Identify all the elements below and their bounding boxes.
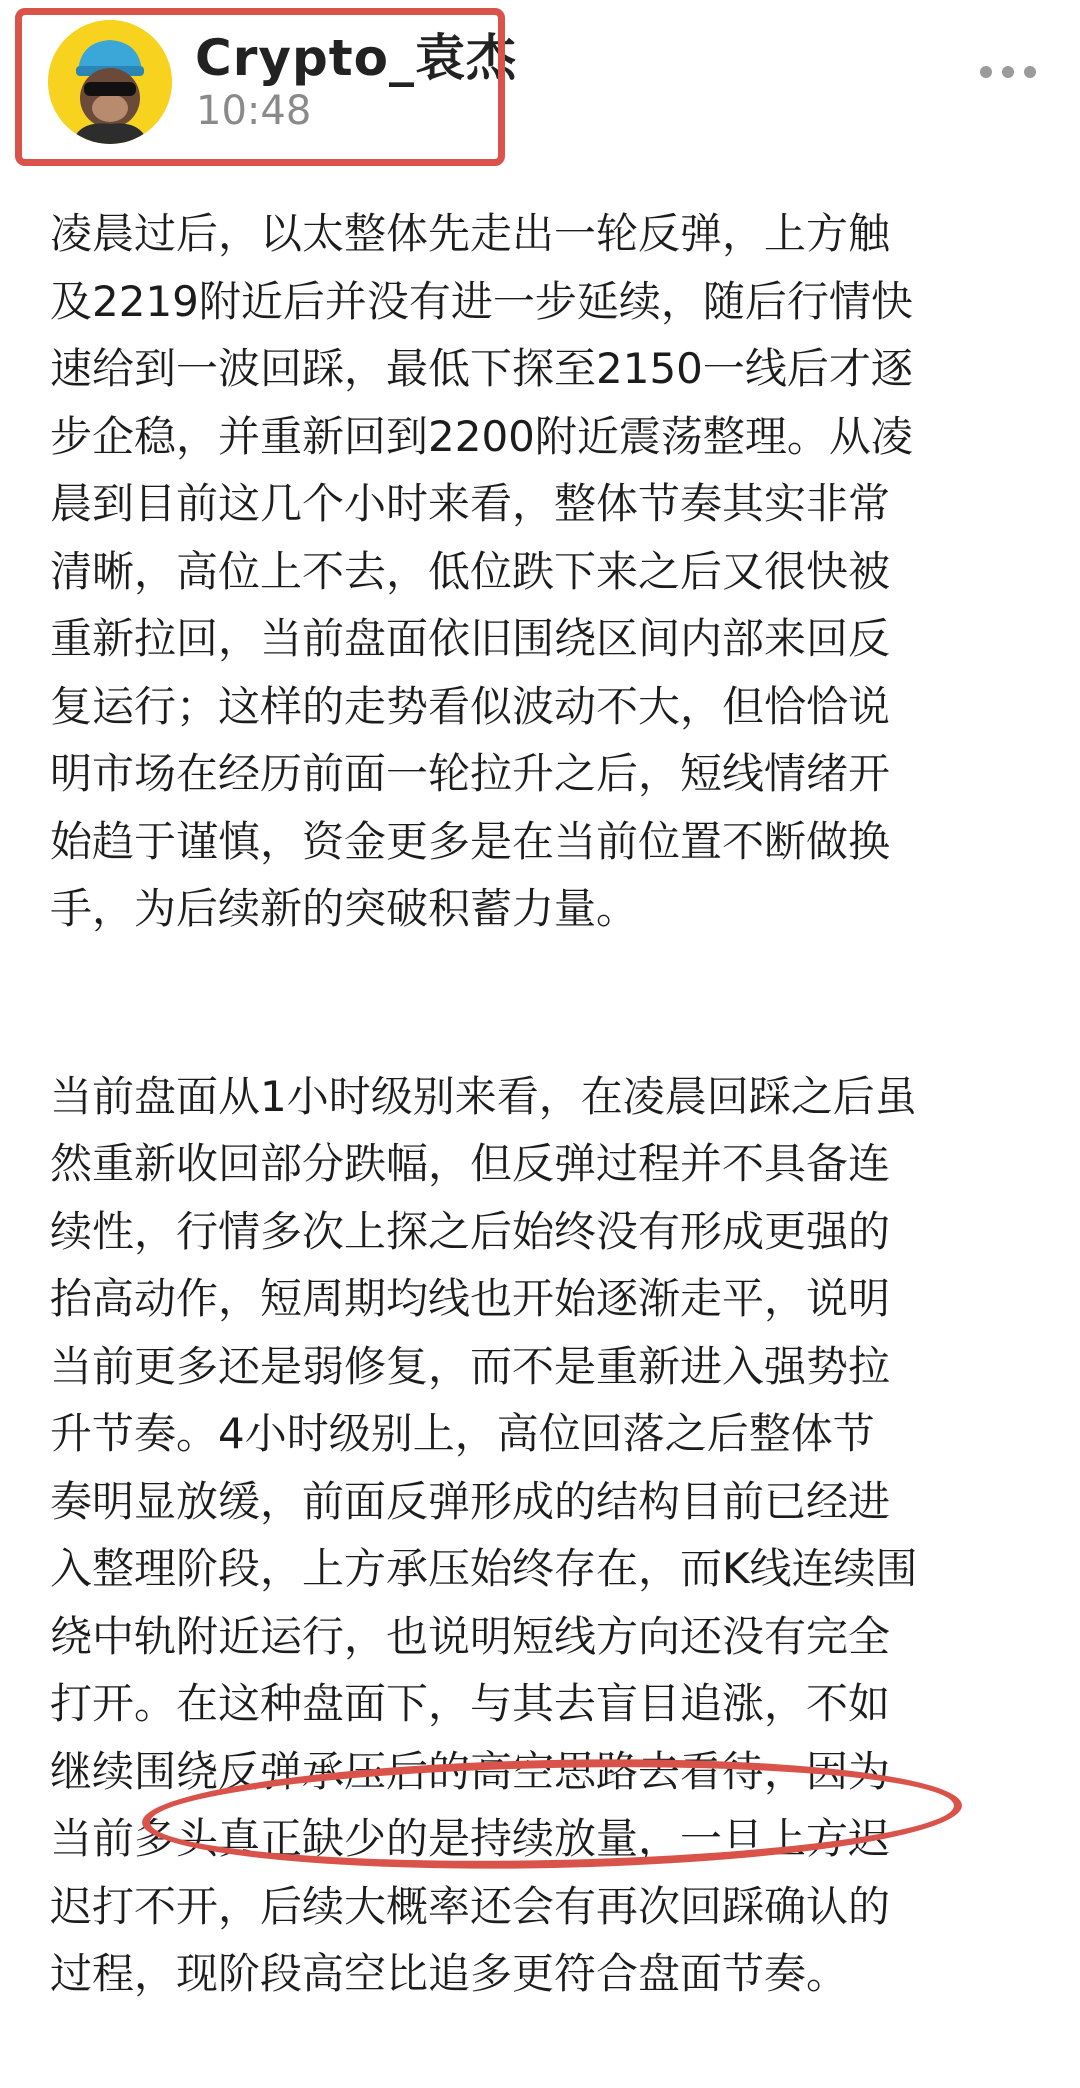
text-line: 重新拉回，当前盘面依旧围绕区间内部来回反 (50, 614, 891, 663)
post-header (0, 0, 1080, 180)
text-line: 手，为后续新的突破积蓄力量。 (50, 884, 639, 933)
text-line: 凌晨过后，以太整体先走出一轮反弹，上方触 (50, 209, 891, 258)
username[interactable]: Crypto_袁杰 (195, 29, 517, 87)
more-dots-icon[interactable] (980, 60, 1040, 84)
text-line: 打开。在这种盘面下，与其去盲目追涨，不如 (50, 1679, 891, 1728)
text-line: 清晰，高位上不去，低位跌下来之后又很快被 (50, 546, 891, 596)
text-line: 速给到一波回踩，最低下探至2150一线后才逐 (50, 344, 913, 393)
header-highlight-box (15, 8, 505, 166)
text-line: 始趋于谨慎，资金更多是在当前位置不断做换 (50, 816, 891, 866)
text-line: 迟打不开，后续大概率还会有再次回踩确认的 (50, 1881, 891, 1931)
text-line: 绕中轨附近运行，也说明短线方向还没有完全 (50, 1611, 891, 1661)
text-line: 当前盘面从1小时级别来看，在凌晨回踩之后虽 (50, 1071, 917, 1121)
text-line: 抬高动作，短周期均线也开始逐渐走平，说明 (50, 1274, 891, 1323)
text-line: 续性，行情多次上探之后始终没有形成更强的 (50, 1206, 891, 1256)
text-line: 及2219附近后并没有进一步延续，随后行情快 (50, 276, 913, 326)
post-body (50, 200, 1040, 2008)
text-line: 步企稳，并重新回到2200附近震荡整理。从凌 (50, 411, 913, 461)
text-line: 明市场在经历前面一轮拉升之后，短线情绪开 (50, 749, 891, 798)
text-line: 当前更多还是弱修复，而不是重新进入强势拉 (50, 1341, 891, 1391)
dot (1002, 66, 1014, 78)
text-line: 继续围绕反弹承压后的高空思路去看待，因为 (50, 1746, 891, 1796)
text-line: 入整理阶段，上方承压始终存在，而K线连续围 (50, 1544, 918, 1593)
paragraph-gap (50, 943, 1040, 1063)
text-line: 然重新收回部分跌幅，但反弹过程并不具备连 (50, 1139, 891, 1188)
dot (1024, 66, 1036, 78)
text-line: 过程，现阶段高空比追多更符合盘面节奏。 (50, 1949, 849, 1998)
text-line: 奏明显放缓，前面反弹形成的结构目前已经进 (50, 1476, 891, 1526)
post-time: 10:48 (196, 88, 312, 134)
dot (980, 66, 992, 78)
text-line: 升节奏。4小时级别上，高位回落之后整体节 (50, 1409, 875, 1458)
text-line: 当前多头真正缺少的是持续放量，一旦上方迟 (50, 1814, 891, 1863)
text-line: 晨到目前这几个小时来看，整体节奏其实非常 (50, 479, 891, 528)
paragraph-1 (50, 200, 1040, 943)
text-line: 复运行；这样的走势看似波动不大，但恰恰说 (50, 681, 891, 731)
